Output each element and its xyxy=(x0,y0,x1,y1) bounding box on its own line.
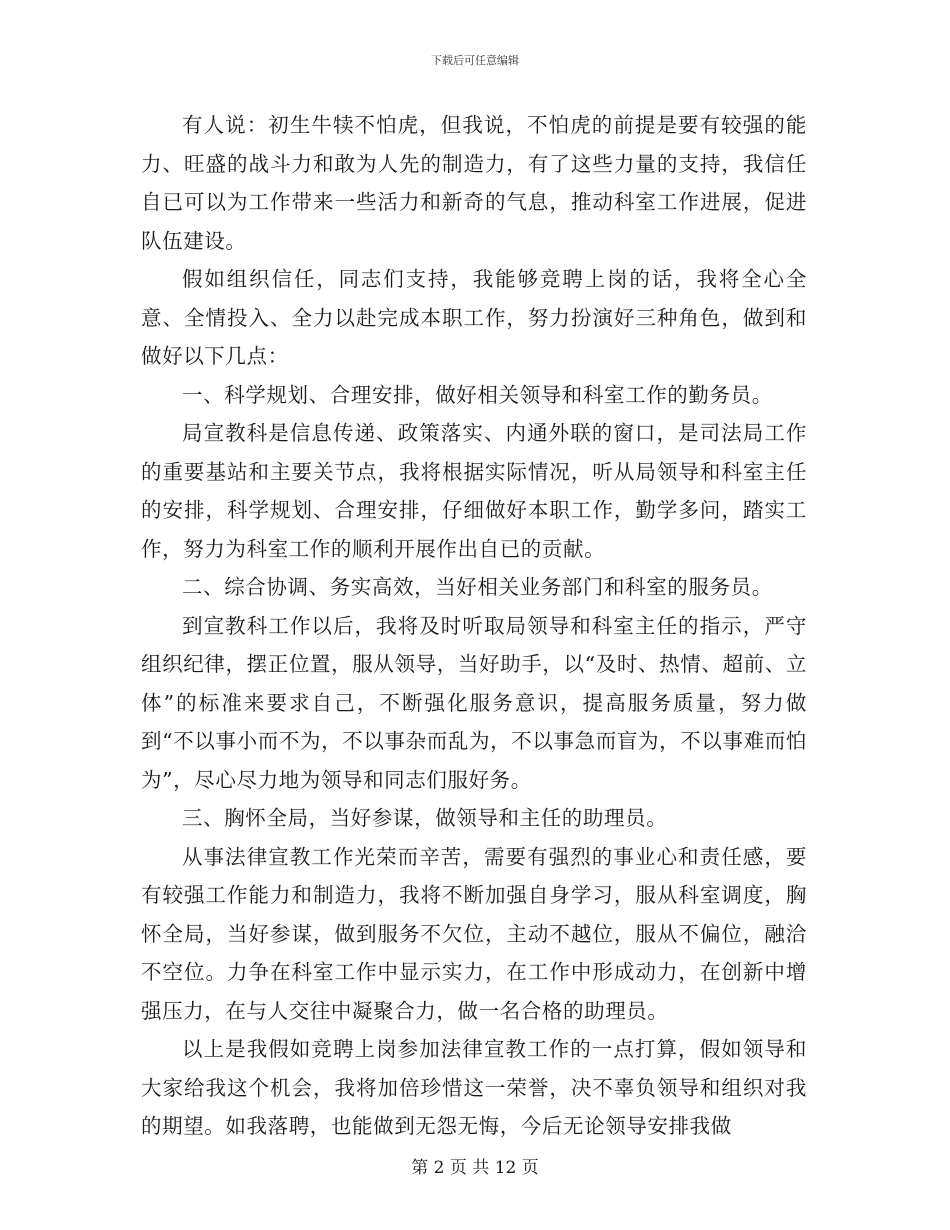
paragraph: 有人说：初生牛犊不怕虎，但我说，不怕虎的前提是要有较强的能力、旺盛的战斗力和敢为人先的制造力，有了这些力量的支持，我信任自已可以为工作带来一些活力和新奇的气息，推动科室工作进展，促进队伍建设。 xyxy=(141,113,807,253)
paragraph: 假如组织信任，同志们支持，我能够竞聘上岗的话，我将全心全意、全情投入、全力以赴完成本职工作，努力扮演好三种角色，做到和做好以下几点： xyxy=(141,267,807,368)
paragraph: 到宣教科工作以后，我将及时听取局领导和科室主任的指示，严守组织纪律，摆正位置，服从领导，当好助手，以“及时、热情、超前、立体”的标准来要求自己，不断强化服务意识，提高服务质量，努力做到“不以事小而不为，不以事杂而乱为，不以事急而盲为，不以事难而怕为”，尽心尽力地为领导和同志们服好务。 xyxy=(141,613,807,792)
paragraph: 局宣教科是信息传递、政策落实、内通外联的窗口，是司法局工作的重要基站和主要关节点，我将根据实际情况，听从局领导和科室主任的安排，科学规划、合理安排，仔细做好本职工作，勤学多问，踏实工作，努力为科室工作的顺利开展作出自已的贡献。 xyxy=(141,421,807,561)
section-heading: 三、胸怀全局，当好参谋，做领导和主任的助理员。 xyxy=(182,806,668,830)
page-header: 下载后可任意编辑 xyxy=(431,54,519,67)
paragraph: 从事法律宣教工作光荣而辛苦，需要有强烈的事业心和责任感，要有较强工作能力和制造力，我将不断加强自身学习，服从科室调度，胸怀全局，当好参谋，做到服务不欠位，主动不越位，服从不偏位，融洽不空位。力争在科室工作中显示实力，在工作中形成动力，在创新中增强压力，在与人交往中凝聚合力，做一名合格的助理员。 xyxy=(141,844,807,1023)
document-body xyxy=(141,106,807,1146)
paragraph: 以上是我假如竞聘上岗参加法律宣教工作的一点打算，假如领导和大家给我这个机会，我将加倍珍惜这一荣誉，决不辜负领导和组织对我的期望。如我落聘，也能做到无怨无悔，今后无论领导安排我做 xyxy=(141,1037,807,1138)
section-heading: 二、综合协调、务实高效，当好相关业务部门和科室的服务员。 xyxy=(182,575,773,599)
section-heading: 一、科学规划、合理安排，做好相关领导和科室工作的勤务员。 xyxy=(182,382,773,407)
page-number: 第 2 页 共 12 页 xyxy=(411,1158,539,1178)
